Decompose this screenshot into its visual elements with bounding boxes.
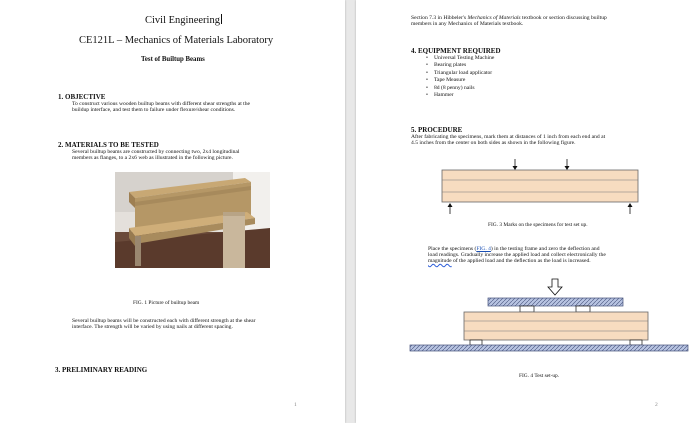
section-line-1: Section 7.3 in Hibbeler's Mechanics of Materials textbook or section discussing builtup xyxy=(411,15,607,21)
builtup-beam-photo xyxy=(115,172,270,268)
top-load-plate xyxy=(488,298,623,306)
place-text: Place the specimens ( xyxy=(428,246,477,252)
objective-heading: 1. OBJECTIVE xyxy=(58,93,106,101)
objective-line-1: To construct various wooden builtup beams with different shear strengths at the xyxy=(72,101,250,107)
fig4-caption: FIG. 4 Test set-up. xyxy=(519,373,560,379)
materials-line-1: Several builtup beams are constructed by connecting two, 2x4 longitudinal xyxy=(72,149,240,155)
document-title[interactable] xyxy=(145,14,222,26)
lab-subtitle: Test of Builtup Beams xyxy=(141,56,205,63)
materials-heading: 2. MATERIALS TO BE TESTED xyxy=(58,141,159,149)
title-text: Civil Engineering xyxy=(145,15,220,26)
up-arrow-icon xyxy=(628,203,633,207)
page-1 xyxy=(0,0,345,423)
test-beam xyxy=(464,312,648,340)
procedure-line-2: 4.5 inches from the center on both sides as shown in the following figure. xyxy=(411,140,576,146)
equipment-item: • Hammer xyxy=(426,92,494,99)
fig3-caption: FIG. 3 Marks on the specimens for test set up. xyxy=(488,222,588,228)
equipment-item: • Triangular load applicator xyxy=(426,70,494,77)
equipment-item: • 8d (8 penny) nails xyxy=(426,85,494,92)
materials-line-2: members as flanges, to a 2x6 web as illustrated in the following picture. xyxy=(72,155,233,161)
text-cursor xyxy=(221,14,222,24)
section-line-2: members in any Mechanics of Materials textbook. xyxy=(411,21,524,27)
place-text: ) in the testing frame and zero the deflection and xyxy=(490,246,600,252)
equipment-item: • Bearing plates xyxy=(426,62,494,69)
fig4-test-setup-diagram xyxy=(408,277,690,365)
procedure-heading: 5. PROCEDURE xyxy=(411,126,463,134)
up-arrow-icon xyxy=(448,203,453,207)
page-number: 2 xyxy=(655,402,658,408)
course-title: CE121L – Mechanics of Materials Laboratory xyxy=(79,35,274,46)
down-arrow-icon xyxy=(565,166,570,170)
specimen-beam xyxy=(442,170,638,202)
fig1-caption: FIG. 1 Picture of builtup beam xyxy=(133,300,200,306)
down-arrow-icon xyxy=(513,166,518,170)
equipment-item: • Universal Testing Machine xyxy=(426,55,494,62)
fig3-marks-diagram xyxy=(440,158,640,216)
procedure-line-1: After fabricating the specimens, mark them at distances of 1 inch from each end and at xyxy=(411,134,606,140)
base-plate xyxy=(410,345,688,351)
objective-line-2: buildup interface, and test them to failure under flexure/shear conditions. xyxy=(72,107,236,113)
equipment-list xyxy=(426,55,494,99)
magnitude-spellcheck[interactable]: magnitude xyxy=(428,258,452,264)
place-line-3 xyxy=(428,258,591,264)
place-line-2: load readings. Gradually increase the applied load and collect electronically the xyxy=(428,252,606,258)
preliminary-heading: 3. PRELIMINARY READING xyxy=(55,366,148,374)
page-2 xyxy=(356,0,700,423)
equipment-item: • Tape Measure xyxy=(426,77,494,84)
fig4-link[interactable]: FIG. 4 xyxy=(476,246,491,252)
place-text: of the applied load and the deflection as the load is increased. xyxy=(451,258,591,264)
load-arrow-icon xyxy=(548,279,562,295)
beams-line-1: Several builtup beams will be constructed each with different strength at the shear xyxy=(72,318,256,324)
page-number: 1 xyxy=(294,402,297,408)
equipment-heading: 4. EQUIPMENT REQUIRED xyxy=(411,47,501,55)
beams-line-2: interface. The strength will be varied by using nails at different spacing. xyxy=(72,324,233,330)
